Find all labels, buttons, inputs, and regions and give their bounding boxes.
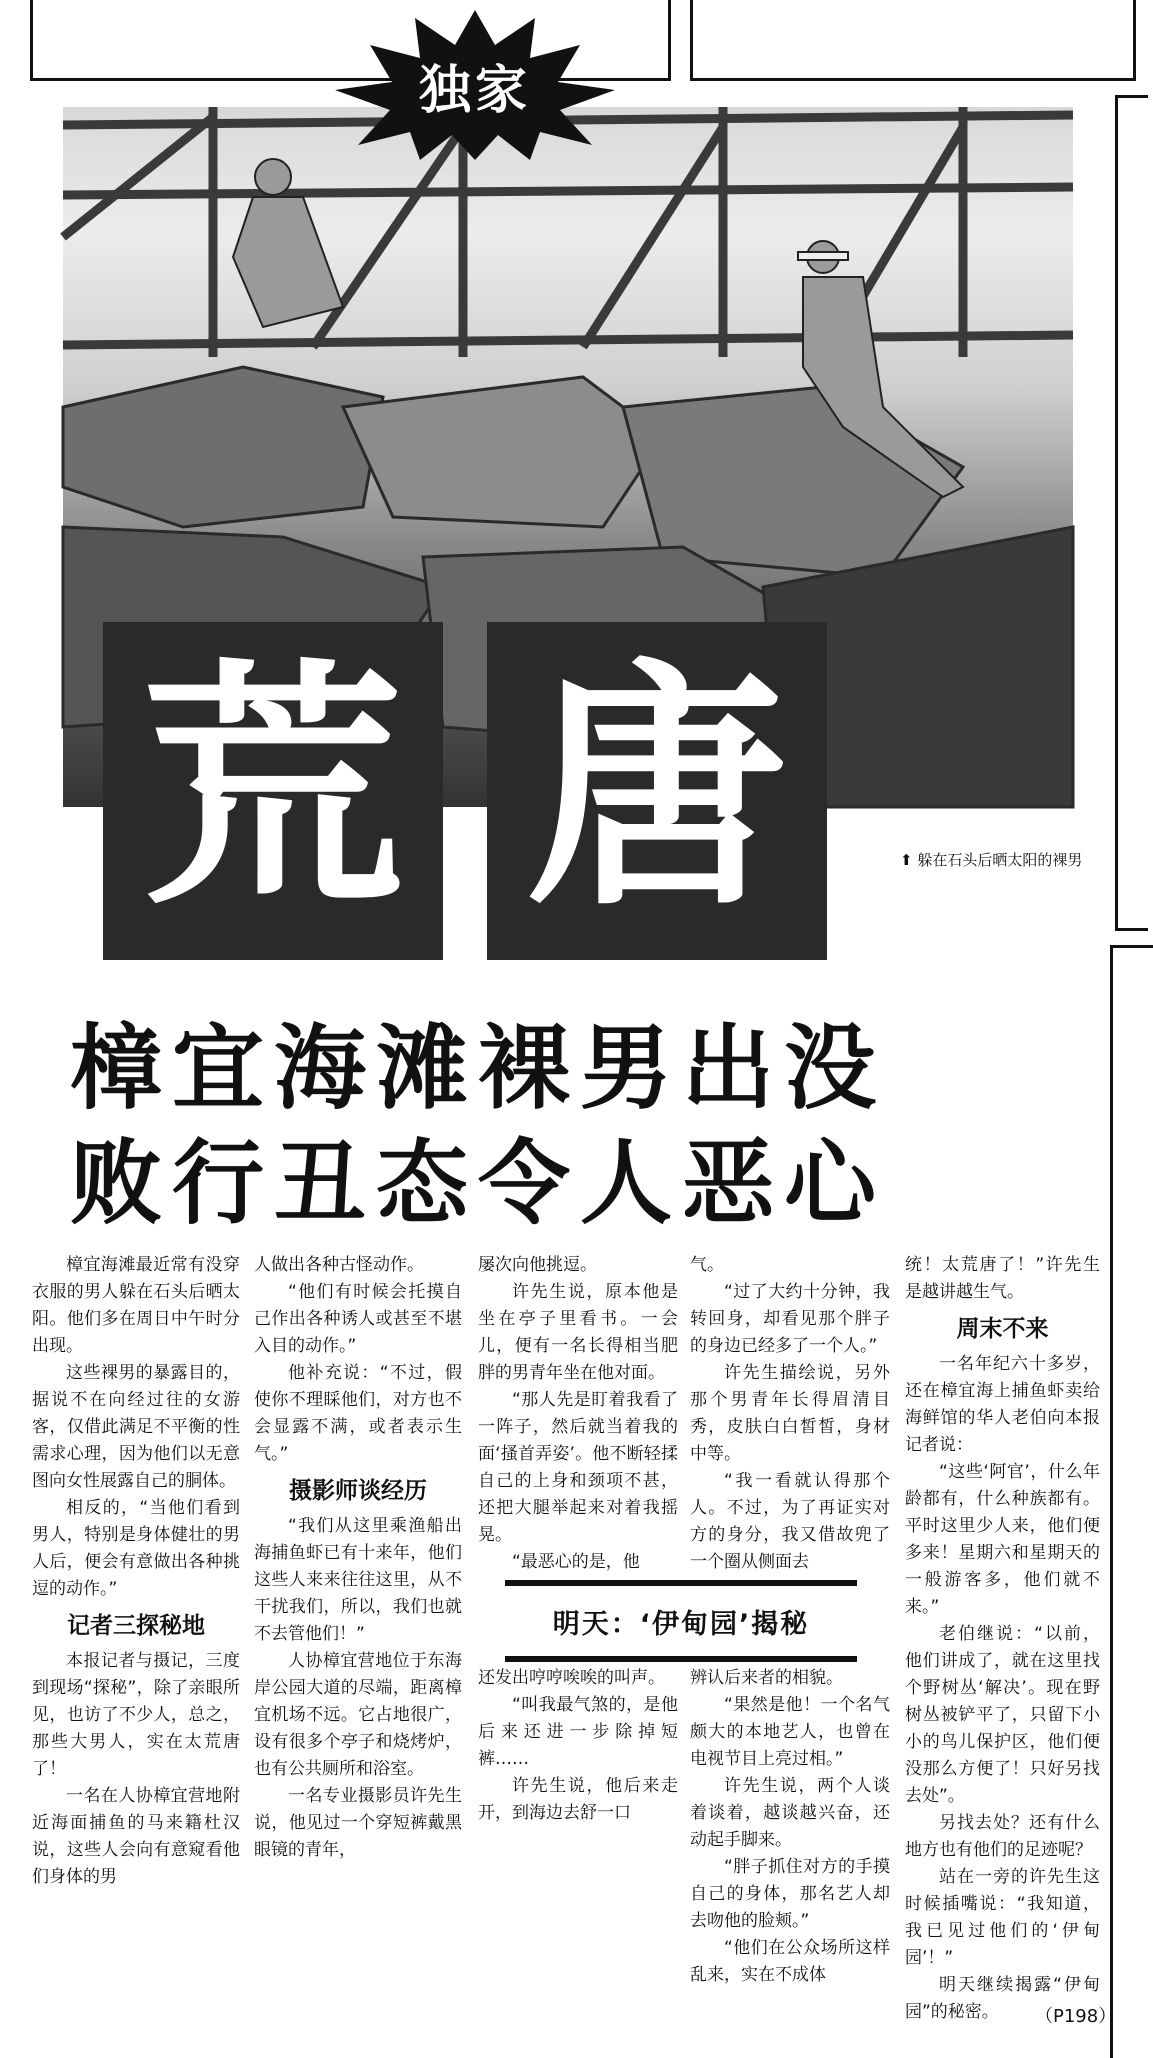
paragraph: 明天继续揭露“伊甸园”的秘密。 xyxy=(905,1975,1100,2022)
subheading: 记者三探秘地 xyxy=(67,1613,205,1639)
photo-caption xyxy=(900,848,1100,872)
paragraph: 辨认后来者的相貌。 xyxy=(690,1668,843,1688)
article-column-4-continued xyxy=(690,1665,890,2040)
paragraph: “我们从这里乘渔船出海捕鱼虾已有十来年，他们这些人来来往往这里，从不干扰我们，所以，我们也就不去管他们！” xyxy=(254,1516,462,1644)
paragraph: “叫我最气煞的，是他后来还进一步除掉短裤…… xyxy=(478,1695,678,1769)
tomorrow-banner: 明天：‘伊甸园’揭秘 xyxy=(552,1609,810,1640)
paragraph: “果然是他！一个名气颇大的本地艺人，也曾在电视节目上亮过相。” xyxy=(690,1695,890,1769)
paragraph: 气。 xyxy=(690,1255,724,1275)
paragraph: 许先生说，他后来走开，到海边去舒一口 xyxy=(478,1776,678,1823)
right-margin-frame-top xyxy=(1115,95,1148,931)
paragraph: 相反的，“当他们看到男人，特别是身体健壮的男人后，便会有意做出各种挑逗的动作。” xyxy=(32,1498,240,1599)
paragraph: 本报记者与摄记，三度到现场“探秘”，除了亲眼所见，也访了不少人，总之，那些大男人，实在太荒唐了！ xyxy=(32,1651,240,1779)
paragraph: 许先生说，原本他是坐在亭子里看书。一会儿，便有一名长得相当肥胖的男青年坐在他对面。 xyxy=(478,1282,678,1383)
subheading: 周末不来 xyxy=(956,1316,1049,1342)
right-margin-frame-bottom xyxy=(1110,945,1153,2058)
paragraph: 许先生说，两个人谈着谈着，越谈越兴奋，还动起手脚来。 xyxy=(690,1776,890,1850)
big-char-1: 荒 xyxy=(143,639,403,941)
page-reference: （P198） xyxy=(1035,2006,1117,2027)
paragraph: 许先生描绘说，另外那个男青年长得眉清目秀，皮肤白白皙皙，身材中等。 xyxy=(690,1363,890,1464)
paragraph: 老伯继说：“以前，他们讲成了，就在这里找个野树丛‘解决’。现在野树丛被铲平了，只留下小小的鸟儿保护区，他们便没那么方便了！只好另找去处”。 xyxy=(905,1624,1100,1806)
paragraph: 站在一旁的许先生这时候插嘴说：“我知道，我已见过他们的‘伊甸园’！” xyxy=(905,1867,1100,1968)
paragraph: “他们在公众场所这样乱来，实在不成体 xyxy=(690,1938,890,1985)
paragraph: “最恶心的是，他 xyxy=(512,1552,640,1572)
big-char-2: 唐 xyxy=(527,639,787,941)
paragraph: 另找去处？还有什么地方也有他们的足迹呢？ xyxy=(905,1813,1100,1860)
paragraph: “过了大约十分钟，我转回身，却看见那个胖子的身边已经多了一个人。” xyxy=(690,1282,890,1356)
article-column-2 xyxy=(254,1252,462,1860)
headline-line-2: 败行丑态令人恶心 xyxy=(70,1130,887,1237)
article-column-1 xyxy=(32,1252,240,1887)
paragraph: 一名年纪六十多岁，还在樟宜海上捕鱼虾卖给海鲜馆的华人老伯向本报记者说： xyxy=(905,1354,1100,1455)
paragraph: “他们有时候会托摸自己作出各种诱人或甚至不堪入目的动作。” xyxy=(254,1282,462,1356)
paragraph: “那人先是盯着我看了一阵子，然后就当着我的面‘搔首弄姿’。他不断轻揉自己的上身和颈项不甚，还把大腿举起来对着我摇晃。 xyxy=(478,1390,678,1545)
article-column-4 xyxy=(690,1252,890,1570)
article-column-3 xyxy=(478,1252,678,1570)
paragraph: 屡次向他挑逗。 xyxy=(478,1255,597,1275)
paragraph: 人协樟宜营地位于东海岸公园大道的尽端，距离樟宜机场不远。它占地很广，设有很多个亭子和烧烤炉，也有公共厕所和浴室。 xyxy=(254,1651,462,1779)
paragraph: 统！太荒唐了！”许先生是越讲越生气。 xyxy=(905,1255,1100,1302)
paragraph: “胖子抓住对方的手摸自己的身体，那名艺人却去吻他的脸颊。” xyxy=(690,1857,890,1931)
exclusive-badge: 独家 xyxy=(418,61,531,121)
paragraph: 还发出哼哼唉唉的叫声。 xyxy=(478,1668,665,1688)
top-right-frame xyxy=(690,0,1136,81)
paragraph: “这些‘阿官’，什么年龄都有，什么种族都有。平时这里少人来，他们便多来！星期六和星期天的一般游客多，他们就不来。” xyxy=(905,1462,1100,1617)
photo-caption-text: 躲在石头后晒太阳的裸男 xyxy=(917,851,1083,869)
paragraph: 一名专业摄影员许先生说，他见过一个穿短裤戴黑眼镜的青年， xyxy=(254,1786,462,1860)
headline-line-1: 樟宜海滩裸男出没 xyxy=(70,1015,887,1122)
paragraph: 一名在人协樟宜营地附近海面捕鱼的马来籍杜汉说，这些人会向有意窥看他们身体的男 xyxy=(32,1786,240,1887)
arrow-up-icon: ⬆ xyxy=(900,851,913,869)
paragraph: 他补充说：“不过，假使你不理睬他们，对方也不会显露不满，或者表示生气。” xyxy=(254,1363,462,1464)
paragraph: 这些裸男的暴露目的，据说不在向经过往的女游客，仅借此满足不平衡的性需求心理，因为他们以无意图向女性展露自己的胴体。 xyxy=(32,1363,240,1491)
paragraph: “我一看就认得那个人。不过，为了再证实对方的身分，我又借故兜了一个圈从侧面去 xyxy=(690,1471,890,1572)
subheading: 摄影师谈经历 xyxy=(289,1478,427,1504)
paragraph: 人做出各种古怪动作。 xyxy=(254,1255,424,1275)
paragraph: 樟宜海滩最近常有没穿衣服的男人躲在石头后晒太阳。他们多在周日中午时分出现。 xyxy=(32,1255,240,1356)
article-column-3-continued xyxy=(478,1665,678,1865)
